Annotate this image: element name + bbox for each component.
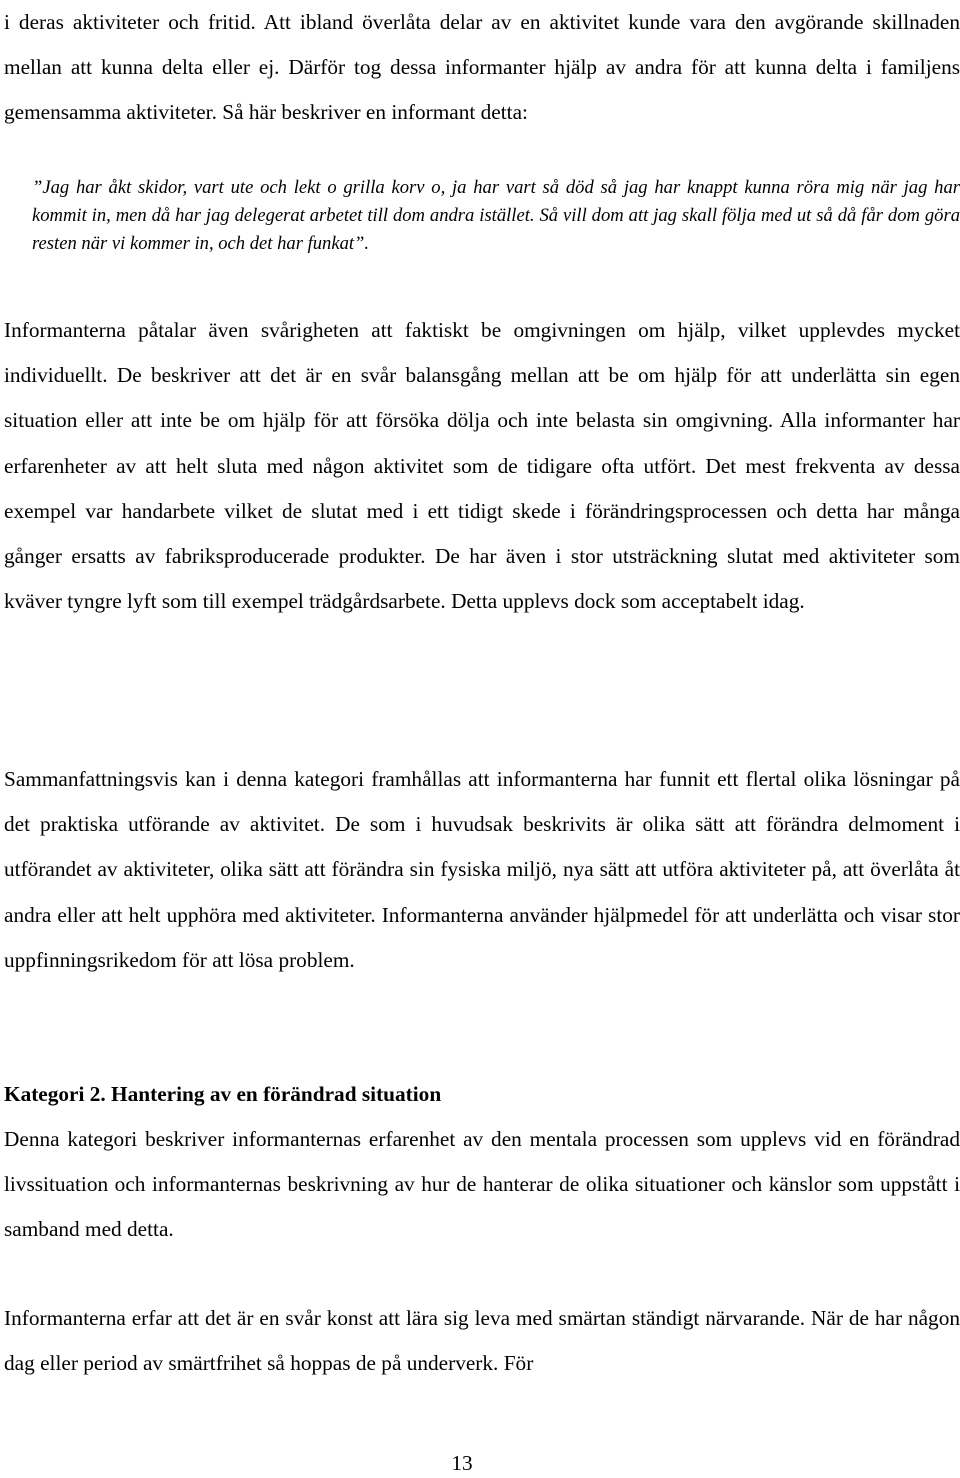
summary-paragraph: Sammanfattningsvis kan i denna kategori framhållas att informanterna har funnit ett flertal olika lösningar på det praktiska utförande av aktivitet. De som i huvudsak beskrivits är olika sätt att förändra delmoment i utförandet av aktiviteter, olika sätt att förändra sin fysiska miljö, nya sätt att utföra aktiviteter på, att överlåta åt andra eller att helt upphöra med aktiviteter. Informanterna använder hjälpmedel för att underlätta och visar stor uppfinningsrikedom för att lösa problem. <box>4 767 960 972</box>
body-paragraph: Denna kategori beskriver informanternas erfarenhet av den mentala processen som upplevs vid en förändrad livssituation och informanternas beskrivning av hur de hanterar de olika situationer och känslor som uppstått i samband med detta. <box>4 1127 960 1242</box>
interview-quote: ”Jag har åkt skidor, vart ute och lekt o grilla korv o, ja har vart så död så jag har knappt kunna röra mig när jag har kommit in, men då har jag delegerat arbetet till dom andra istället. Så vill dom att jag skall följa med ut så då får dom göra resten när vi kommer in, och det har funkat”. <box>32 177 960 255</box>
body-paragraph: Informanterna erfar att det är en svår konst att lära sig leva med smärtan ständigt närvarande. När de har någon dag eller period av smärtfrihet så hoppas de på underverk. För <box>4 1306 960 1376</box>
page-number: 13 <box>451 1451 473 1475</box>
body-paragraph: i deras aktiviteter och fritid. Att ibland överlåta delar av en aktivitet kunde vara den avgörande skillnaden mellan att kunna delta eller ej. Därför tog dessa informanter hjälp av andra för att kunna delta i familjens gemensamma aktiviteter. Så här beskriver en informant detta: <box>4 10 960 125</box>
section-heading: Kategori 2. Hantering av en förändrad situation <box>4 1082 442 1106</box>
body-paragraph: Informanterna påtalar även svårigheten att faktiskt be omgivningen om hjälp, vilket upplevdes mycket individuellt. De beskriver att det är en svår balansgång mellan att be om hjälp för att underlätta sin egen situation eller att inte be om hjälp för att försöka dölja och inte belasta sin omgivning. Alla informanter har erfarenheter av att helt sluta med någon aktivitet som de tidigare ofta utfört. Det mest frekventa av dessa exempel var handarbete vilket de slutat med i ett tidigt skede i förändringsprocessen och detta har många gånger ersatts av fabriksproducerade produkter. De har även i stor utsträckning slutat med aktiviteter som kväver tyngre lyft som till exempel trädgårdsarbete. Detta upplevs dock som acceptabelt idag. <box>4 318 960 614</box>
